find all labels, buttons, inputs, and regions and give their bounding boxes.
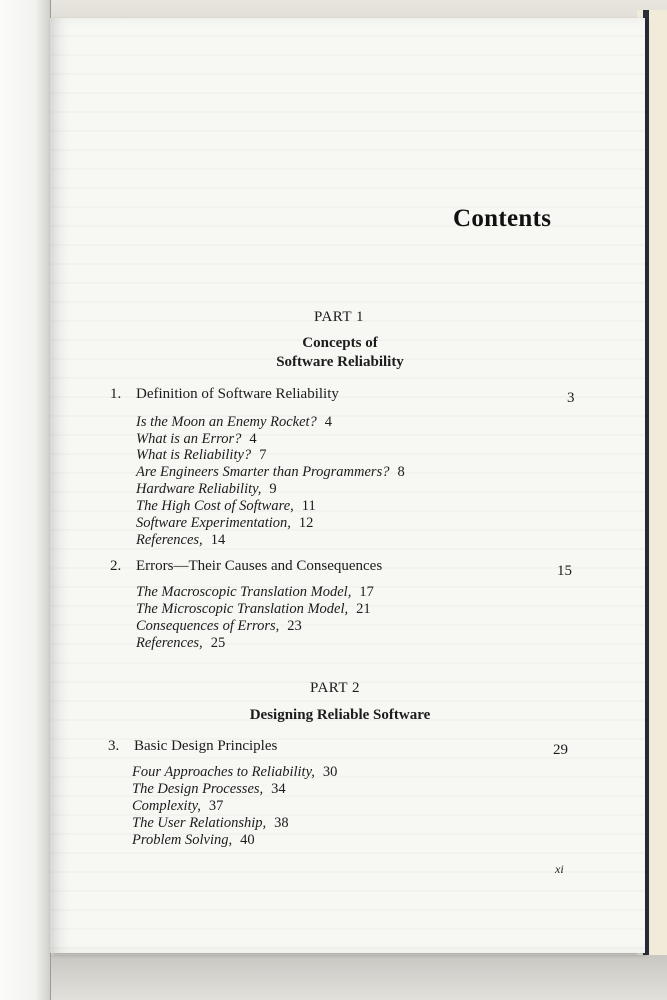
page-number: xi [555,862,564,876]
section-entry: What is Reliability? 7 [136,447,267,463]
section-entry: The Microscopic Translation Model, 21 [136,601,371,617]
part-2-title-line-1: Designing Reliable Software [249,707,431,723]
part-2-label: PART 2 [310,680,361,696]
section-entry: Are Engineers Smarter than Programmers? 8 [136,464,405,480]
section-entry: Software Experimentation, 12 [136,515,314,531]
part-1-label: PART 1 [314,309,365,325]
background-bottom [0,955,667,1000]
section-entry: References, 14 [136,532,226,548]
left-page-edge [0,0,51,1000]
section-entry: The User Relationship, 38 [132,815,289,831]
section-entry: Four Approaches to Reliability, 30 [132,764,338,780]
section-entry: References, 25 [136,635,226,651]
chapter-3-title: Basic Design Principles [134,738,278,754]
chapter-2-page: 15 [557,563,572,579]
chapter-1-number: 1. [110,386,122,402]
chapter-1-page: 3 [567,390,575,406]
page-title: Contents [453,205,552,232]
chapter-2-title: Errors—Their Causes and Consequences [136,558,383,574]
chapter-2-number: 2. [110,558,122,574]
chapter-3-number: 3. [108,738,120,754]
part-1-title-line-1: Concepts of [302,335,378,351]
section-entry: The High Cost of Software, 11 [136,498,316,514]
chapter-1-title: Definition of Software Reliability [136,386,339,402]
chapter-3-page: 29 [553,742,568,758]
section-entry: The Macroscopic Translation Model, 17 [136,584,374,600]
part-1-title-line-2: Software Reliability [276,354,404,370]
section-entry: What is an Error? 4 [136,431,257,447]
section-entry: Problem Solving, 40 [132,832,255,848]
section-entry: Complexity, 37 [132,798,224,814]
section-entry: The Design Processes, 34 [132,781,286,797]
section-entry: Consequences of Errors, 23 [136,618,302,634]
section-entry: Is the Moon an Enemy Rocket? 4 [136,414,333,430]
section-entry: Hardware Reliability, 9 [136,481,277,497]
